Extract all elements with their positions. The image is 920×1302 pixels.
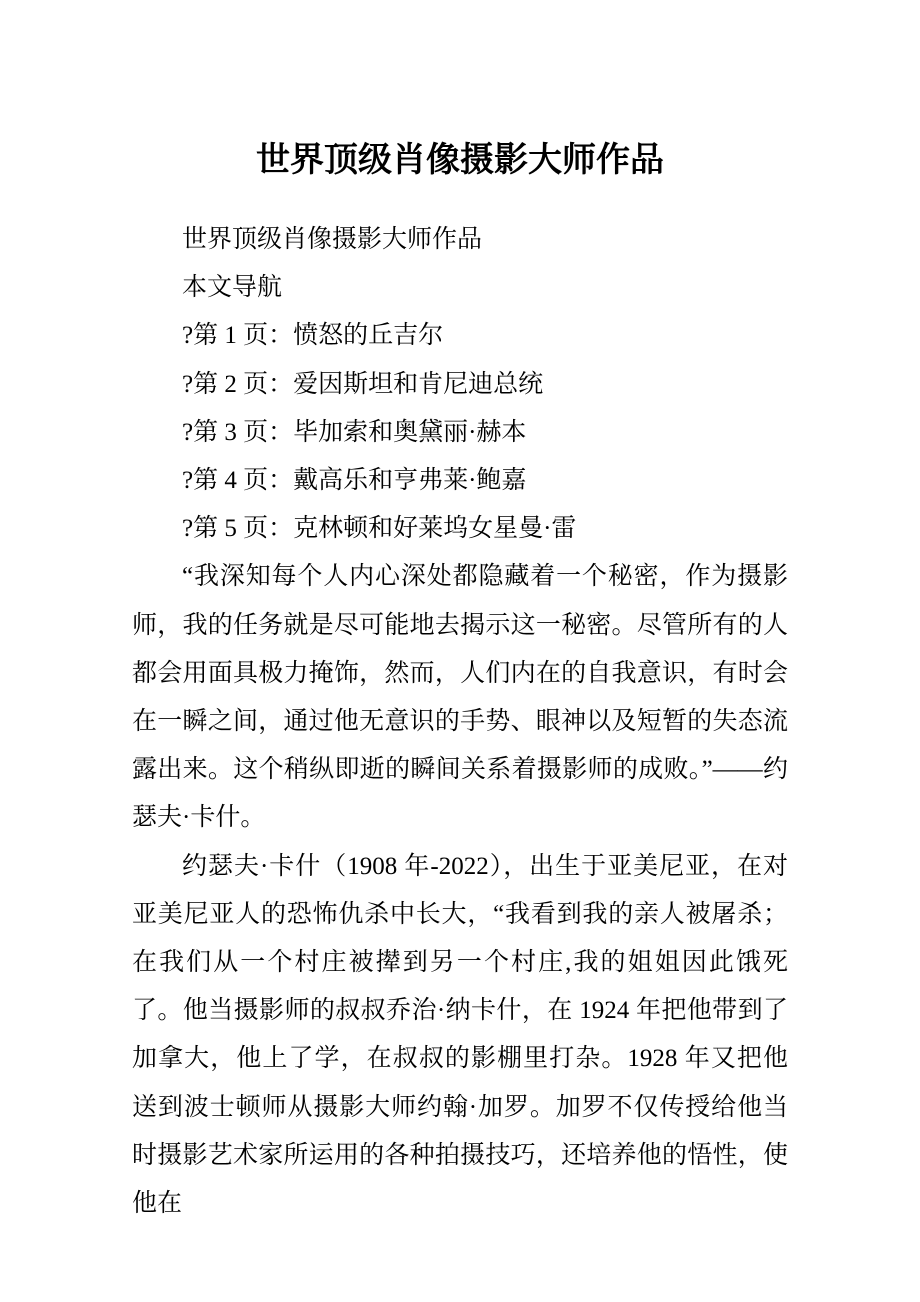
paragraph-nav-heading: 本文导航 <box>182 274 283 302</box>
nav-item-page-5: ?第 5 页：克林顿和好莱坞女星曼·雷 <box>182 515 577 543</box>
paragraph-title-repeat: 世界顶级肖像摄影大师作品 <box>182 226 483 253</box>
nav-item-page-3: ?第 3 页：毕加索和奥黛丽·赫本 <box>182 418 527 446</box>
paragraph-karsh-quote: “我深知每个人内心深处都隐藏着一个秘密，作为摄影师，我的任务就是尽可能地去揭示这一秘密。尽管所有的人都会用面具极力掩饰，然而，人们内在的自我意识，有时会在一瞬之间，通过他无意识的手势、眼神以及短暂的失态流露出来。这个稍纵即逝的瞬间关系着摄影师的成败。”——约瑟夫·卡什。 <box>132 563 788 832</box>
nav-item-page-2: ?第 2 页：爱因斯坦和肯尼迪总统 <box>182 370 544 398</box>
nav-item-page-1: ?第 1 页：愤怒的丘吉尔 <box>182 322 444 350</box>
paragraph-karsh-bio: 约瑟夫·卡什（1908 年-2022），出生于亚美尼亚，在对亚美尼亚人的恐怖仇杀中长大，“我看到我的亲人被屠杀；在我们从一个村庄被撵到另一个村庄,我的姐姐因此饿死了。他当摄影师的叔叔乔治·纳卡什，在 1924 年把他带到了加拿大，他上了学，在叔叔的影棚里打杂。1928 年又把他送到波士顿师从摄影大师约翰·加罗。加罗不仅传授给他当时摄影艺术家所运用的各种拍摄技巧，还培养他的悟性，使他在 <box>132 852 788 1218</box>
page-title: 世界顶级肖像摄影大师作品 <box>256 142 664 179</box>
nav-item-page-4: ?第 4 页：戴高乐和亨弗莱·鲍嘉 <box>182 467 527 495</box>
